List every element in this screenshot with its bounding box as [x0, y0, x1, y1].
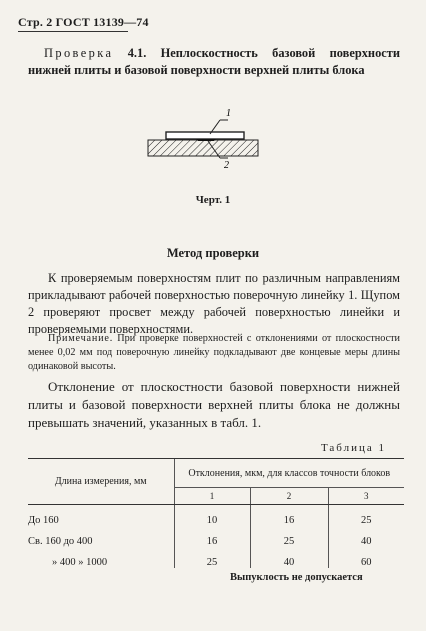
paragraph-method: К проверяемым поверхностям плит по различным направлениям прикладывают рабочей поверхностью поверочную линейку 1. Щупом 2 проверяют просвет между рабочей поверхностью линейки и проверяемыми поверхностями.	[28, 271, 400, 336]
table-cell: 40	[328, 526, 404, 547]
table-cell: 16	[250, 505, 328, 527]
base-plate	[148, 140, 258, 156]
column-header-class-1: 1	[174, 488, 250, 505]
row-label: » 400 » 1000	[52, 557, 108, 568]
table-cell: 16	[174, 526, 250, 547]
column-header-class-3: 3	[328, 488, 404, 505]
note-label: Примечание.	[48, 333, 114, 344]
table-row	[28, 526, 404, 547]
straightedge-ruler	[166, 132, 244, 139]
callout-2: 2	[224, 160, 229, 171]
method-heading: Метод проверки	[166, 246, 260, 260]
note-text: При проверке поверхностей с отклонениями от плоскостности менее 0,02 мм под поверочную линейку подкладывают две концевые меры длины одинаковой высоты.	[28, 333, 400, 372]
paragraph-tolerance: Отклонение от плоскостности базовой поверхности нижней плиты и базовой поверхности верхней плиты блока не должны превышать значений, указанных в табл. 1.	[28, 379, 400, 430]
table-footnote: Выпуклость не допускается	[230, 572, 363, 583]
table-row	[28, 547, 404, 568]
page-header: Стр. 2 ГОСТ 13139—74	[18, 15, 149, 29]
table-cell: 25	[174, 547, 250, 568]
section-label: Проверка	[44, 46, 114, 60]
figure-caption: Черт. 1	[195, 194, 231, 206]
table-cell: 60	[328, 547, 404, 568]
section-title: 4.1. Неплоскостность базовой поверхности нижней плиты и базовой поверхности верхней плиты блока	[28, 46, 400, 77]
table-cell: 40	[250, 547, 328, 568]
section-title-block	[28, 45, 400, 79]
header-rule	[18, 31, 128, 32]
column-header-class-2: 2	[250, 488, 328, 505]
callout-1: 1	[226, 108, 231, 119]
figure-ruler-diagram	[138, 100, 268, 180]
column-header-measure-length: Длина измерения, мм	[28, 459, 174, 505]
table-cell: 25	[328, 505, 404, 527]
table-cell: 10	[174, 505, 250, 527]
column-header-deviation-group: Отклонения, мкм, для классов точности блоков	[174, 459, 404, 488]
row-label: Св. 160 до 400	[28, 536, 93, 547]
table-cell: 25	[250, 526, 328, 547]
feeler-gauge	[196, 139, 216, 141]
tolerance-table	[28, 458, 404, 568]
row-label: До 160	[28, 515, 59, 526]
table-title: Таблица 1	[320, 442, 386, 454]
table-row	[28, 505, 404, 527]
note-block	[28, 332, 400, 374]
